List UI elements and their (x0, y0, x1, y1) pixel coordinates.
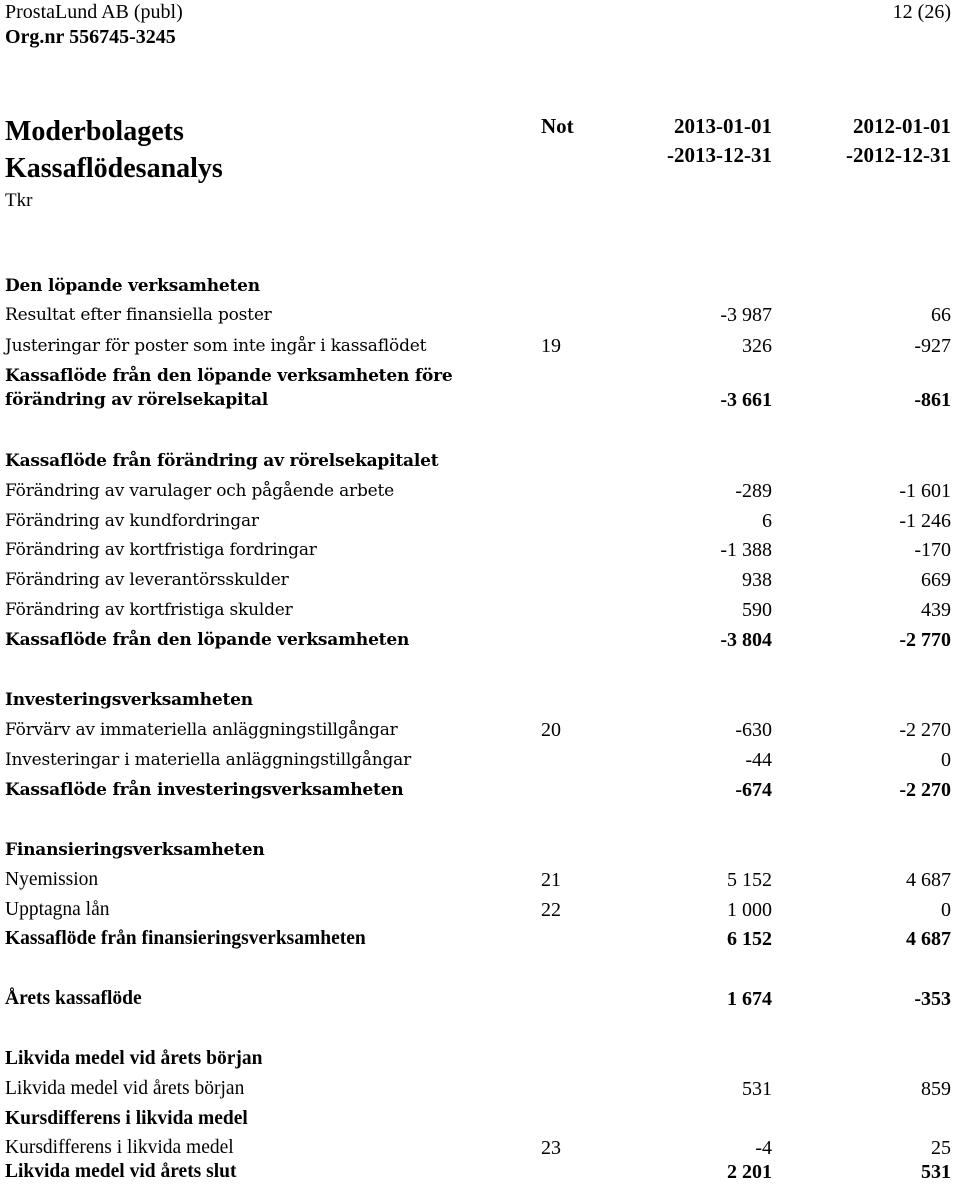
row-label: Justeringar för poster som inte ingår i kassaflödet (5, 336, 427, 356)
value-2012: -1 601 (899, 480, 951, 502)
value-2013: -289 (735, 480, 772, 502)
value-2013: 1 674 (727, 988, 772, 1010)
value-2012: -1 246 (899, 510, 951, 532)
value-2012: 0 (941, 899, 951, 921)
value-2013: 590 (742, 599, 772, 621)
row-label: Förändring av leverantörsskulder (5, 570, 289, 590)
row-label: Investeringsverksamheten (5, 690, 253, 710)
value-2012: 0 (941, 749, 951, 771)
value-2012: -2 270 (899, 779, 951, 801)
row-label: Kassaflöde från förändring av rörelsekapitalet (5, 451, 439, 471)
company-name: ProstaLund AB (publ) (5, 1, 183, 23)
row-label: Förvärv av immateriella anläggningstillgångar (5, 720, 398, 740)
value-2013: -44 (745, 749, 772, 771)
col-2013-to: -2013-12-31 (667, 143, 772, 167)
value-2013: 938 (742, 569, 772, 591)
row-label: Den löpande verksamheten (5, 276, 260, 296)
value-2012: 669 (921, 569, 951, 591)
row-label: Förändring av kortfristiga fordringar (5, 540, 317, 560)
table-row (0, 476, 960, 506)
table-row (0, 300, 960, 330)
table-row (0, 865, 960, 895)
value-2012: 531 (921, 1161, 951, 1183)
section-heading-investing (0, 685, 960, 715)
value-2013: -3 804 (720, 629, 772, 651)
row-label: Förändring av kundfordringar (5, 511, 259, 531)
value-2012: -861 (914, 389, 951, 411)
value-2013: 5 152 (727, 869, 772, 891)
table-row (0, 565, 960, 595)
section-heading-working-capital (0, 446, 960, 476)
value-2013: -1 388 (720, 539, 772, 561)
row-label: Likvida medel vid årets slut (5, 1161, 237, 1182)
table-row (0, 595, 960, 625)
value-2013: 1 000 (727, 899, 772, 921)
row-label: Kursdifferens i likvida medel (5, 1137, 234, 1158)
value-2012: 4 687 (906, 928, 951, 950)
note-ref: 21 (541, 869, 561, 891)
value-2012: 4 687 (906, 869, 951, 891)
row-label: Investeringar i materiella anläggningstillgångar (5, 750, 412, 770)
subtotal-row (0, 385, 960, 415)
value-2013: 6 152 (727, 928, 772, 950)
table-row (0, 535, 960, 565)
value-2013: -4 (755, 1137, 772, 1159)
value-2012: 25 (931, 1137, 951, 1159)
total-row (0, 984, 960, 1014)
row-label: Kassaflöde från den löpande verksamheten (5, 630, 410, 650)
note-ref: 22 (541, 899, 561, 921)
page-subtitle: Kassaflödesanalys (5, 153, 223, 184)
row-label: Resultat efter finansiella poster (5, 305, 272, 325)
table-row (0, 895, 960, 925)
row-label: Nyemission (5, 869, 99, 890)
section-heading-fx (0, 1104, 960, 1134)
value-2012: 859 (921, 1078, 951, 1100)
row-label: Årets kassaflöde (5, 988, 142, 1009)
value-2013: 531 (742, 1078, 772, 1100)
table-row (0, 1074, 960, 1104)
org-number: Org.nr 556745-3245 (5, 26, 176, 48)
value-2012: -353 (914, 988, 951, 1010)
section-heading-cash-start (0, 1044, 960, 1074)
value-2012: -2 270 (899, 719, 951, 741)
section-heading-financing (0, 835, 960, 865)
note-ref: 23 (541, 1137, 561, 1159)
subtotal-row (0, 924, 960, 954)
subtotal-row (0, 775, 960, 805)
col-2013-from: 2013-01-01 (674, 114, 772, 138)
value-2012: 439 (921, 599, 951, 621)
row-label: förändring av rörelsekapital (5, 390, 269, 410)
note-ref: 20 (541, 719, 561, 741)
note-column-header: Not (541, 114, 574, 138)
row-label: Upptagna lån (5, 899, 110, 920)
value-2013: -3 661 (720, 389, 772, 411)
total-row (0, 1157, 960, 1187)
value-2013: 2 201 (727, 1161, 772, 1183)
value-2012: -170 (914, 539, 951, 561)
section-heading-operating (0, 271, 960, 301)
table-row (0, 715, 960, 745)
value-2012: -927 (914, 335, 951, 357)
row-label: Kursdifferens i likvida medel (5, 1108, 248, 1129)
page-number: 12 (26) (892, 1, 951, 23)
row-label: Likvida medel vid årets början (5, 1078, 245, 1099)
row-label: Likvida medel vid årets början (5, 1048, 263, 1069)
value-2013: 6 (762, 510, 772, 532)
row-label: Kassaflöde från investeringsverksamheten (5, 780, 404, 800)
note-ref: 19 (541, 335, 561, 357)
row-label: Kassaflöde från finansieringsverksamheten (5, 928, 366, 949)
col-2012-from: 2012-01-01 (853, 114, 951, 138)
row-label: Förändring av kortfristiga skulder (5, 600, 293, 620)
value-2013: 326 (742, 335, 772, 357)
value-2013: -630 (735, 719, 772, 741)
col-2012-to: -2012-12-31 (846, 143, 951, 167)
subtotal-row (0, 625, 960, 655)
unit-label: Tkr (5, 190, 33, 211)
row-label: Förändring av varulager och pågående arbete (5, 481, 394, 501)
value-2013: -3 987 (720, 304, 772, 326)
value-2013: -674 (735, 779, 772, 801)
row-label: Kassaflöde från den löpande verksamheten före (5, 366, 453, 386)
value-2012: -2 770 (899, 629, 951, 651)
row-label: Finansieringsverksamheten (5, 840, 265, 860)
table-row (0, 745, 960, 775)
table-row (0, 506, 960, 536)
value-2012: 66 (931, 304, 951, 326)
page-title: Moderbolagets (5, 116, 184, 147)
table-row (0, 331, 960, 361)
